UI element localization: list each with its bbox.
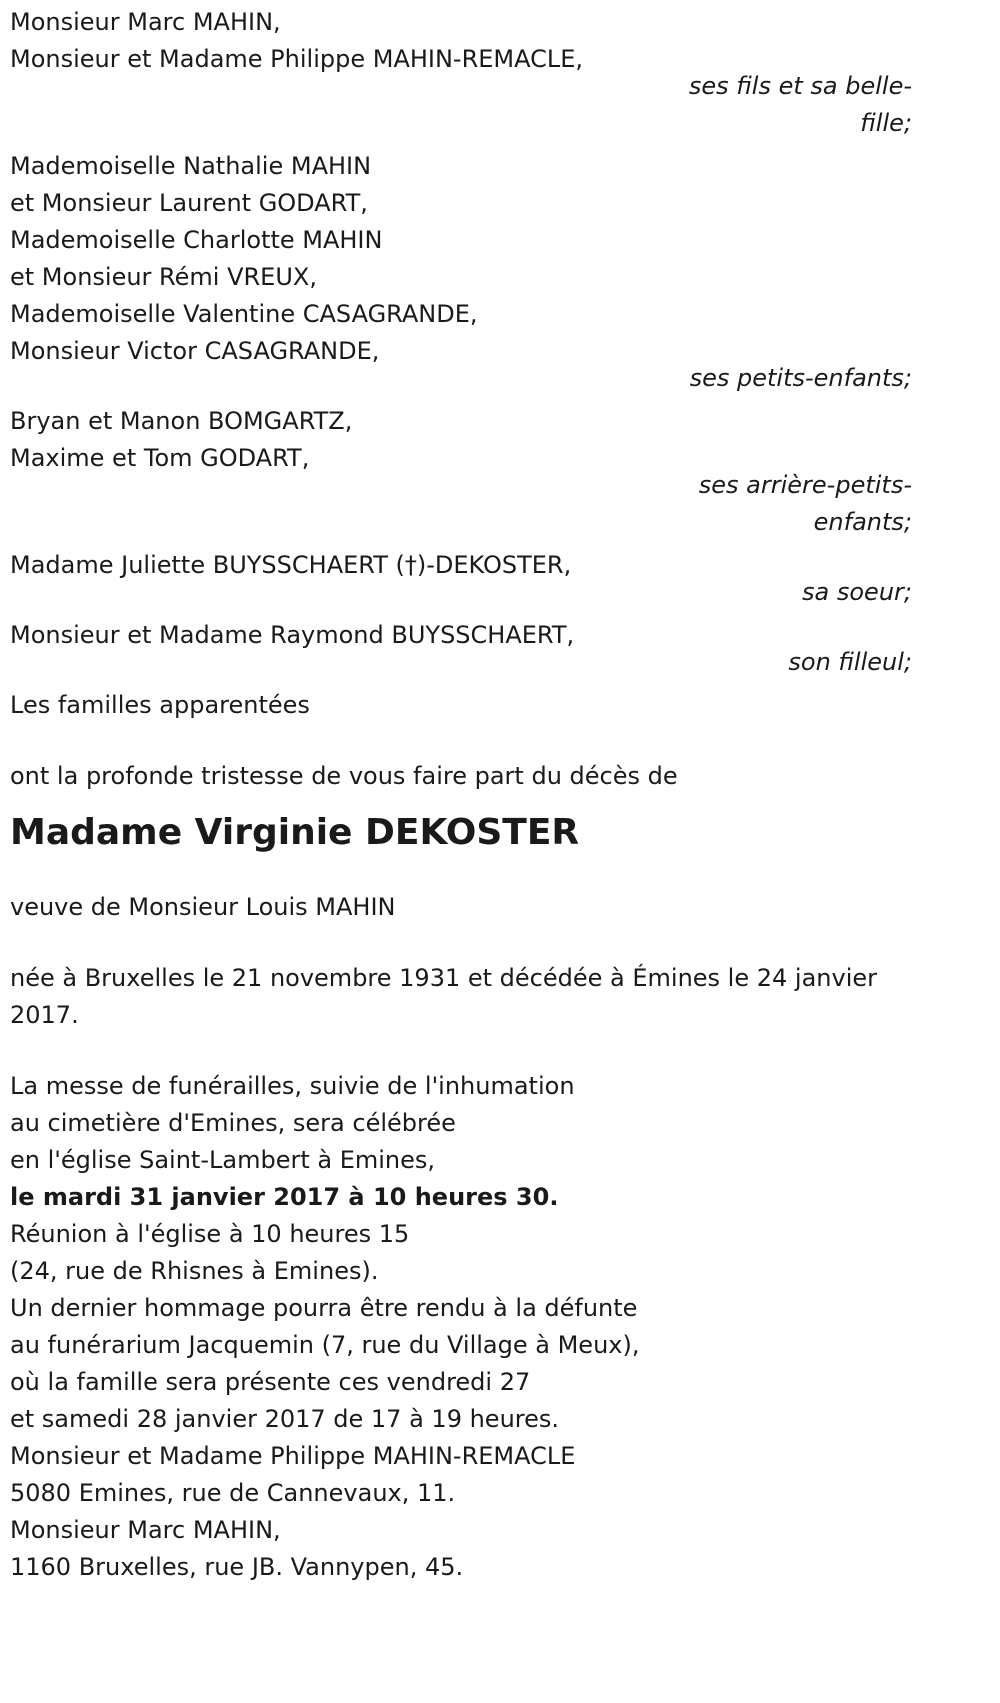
funeral-line: au funérarium Jacquemin (7, rue du Village à Meux), [10,1331,640,1359]
family-group-sons [10,4,910,142]
deceased-name: Madame Virginie DEKOSTER [10,812,580,853]
family-role: fille; [860,109,912,137]
family-name-line: Mademoiselle Nathalie MAHIN [10,152,372,180]
family-group-sister [10,547,910,611]
funeral-line: où la famille sera présente ces vendredi 27 [10,1368,531,1396]
family-name-line: et Monsieur Laurent GODART, [10,189,368,217]
funeral-datetime: le mardi 31 janvier 2017 à 10 heures 30. [10,1183,559,1211]
funeral-details [10,1068,1000,1586]
families-line: Les familles apparentées [10,691,310,719]
family-name-line: Monsieur et Madame Philippe MAHIN-REMACLE, [10,45,584,73]
funeral-line: 5080 Emines, rue de Cannevaux, 11. [10,1479,456,1507]
family-role: enfants; [813,508,912,536]
funeral-line: en l'église Saint-Lambert à Emines, [10,1146,436,1174]
family-group-godson [10,617,910,681]
funeral-line: Monsieur et Madame Philippe MAHIN-REMACLE [10,1442,576,1470]
family-group-great-grandchildren [10,403,910,541]
funeral-line: (24, rue de Rhisnes à Emines). [10,1257,379,1285]
family-role: sa soeur; [802,578,912,606]
family-name-line: Maxime et Tom GODART, [10,444,310,472]
family-name-line: Monsieur et Madame Raymond BUYSSCHAERT, [10,621,575,649]
family-name-line: Madame Juliette BUYSSCHAERT (†)-DEKOSTER, [10,551,572,579]
family-role: ses fils et sa belle- [688,72,912,100]
widow-of: veuve de Monsieur Louis MAHIN [10,893,396,921]
family-name-line: Mademoiselle Valentine CASAGRANDE, [10,300,478,328]
funeral-line: au cimetière d'Emines, sera célébrée [10,1109,456,1137]
family-name-line: Bryan et Manon BOMGARTZ, [10,407,353,435]
funeral-line: Monsieur Marc MAHIN, [10,1516,281,1544]
funeral-line: et samedi 28 janvier 2017 de 17 à 19 heures. [10,1405,560,1433]
birth-death: née à Bruxelles le 21 novembre 1931 et décédée à Émines le 24 janvier 2017. [10,964,877,1029]
family-name-line: Mademoiselle Charlotte MAHIN [10,226,383,254]
family-role: ses arrière-petits- [698,471,912,499]
funeral-line: Un dernier hommage pourra être rendu à la défunte [10,1294,638,1322]
announcement: ont la profonde tristesse de vous faire part du décès de [10,762,678,790]
funeral-line: La messe de funérailles, suivie de l'inhumation [10,1072,575,1100]
family-name-line: Monsieur Marc MAHIN, [10,8,281,36]
family-role: son filleul; [788,648,912,676]
funeral-line: 1160 Bruxelles, rue JB. Vannypen, 45. [10,1553,464,1581]
family-role: ses petits-enfants; [689,364,912,392]
family-group-grandchildren [10,148,910,397]
funeral-line: Réunion à l'église à 10 heures 15 [10,1220,410,1248]
family-name-line: et Monsieur Rémi VREUX, [10,263,317,291]
family-name-line: Monsieur Victor CASAGRANDE, [10,337,380,365]
